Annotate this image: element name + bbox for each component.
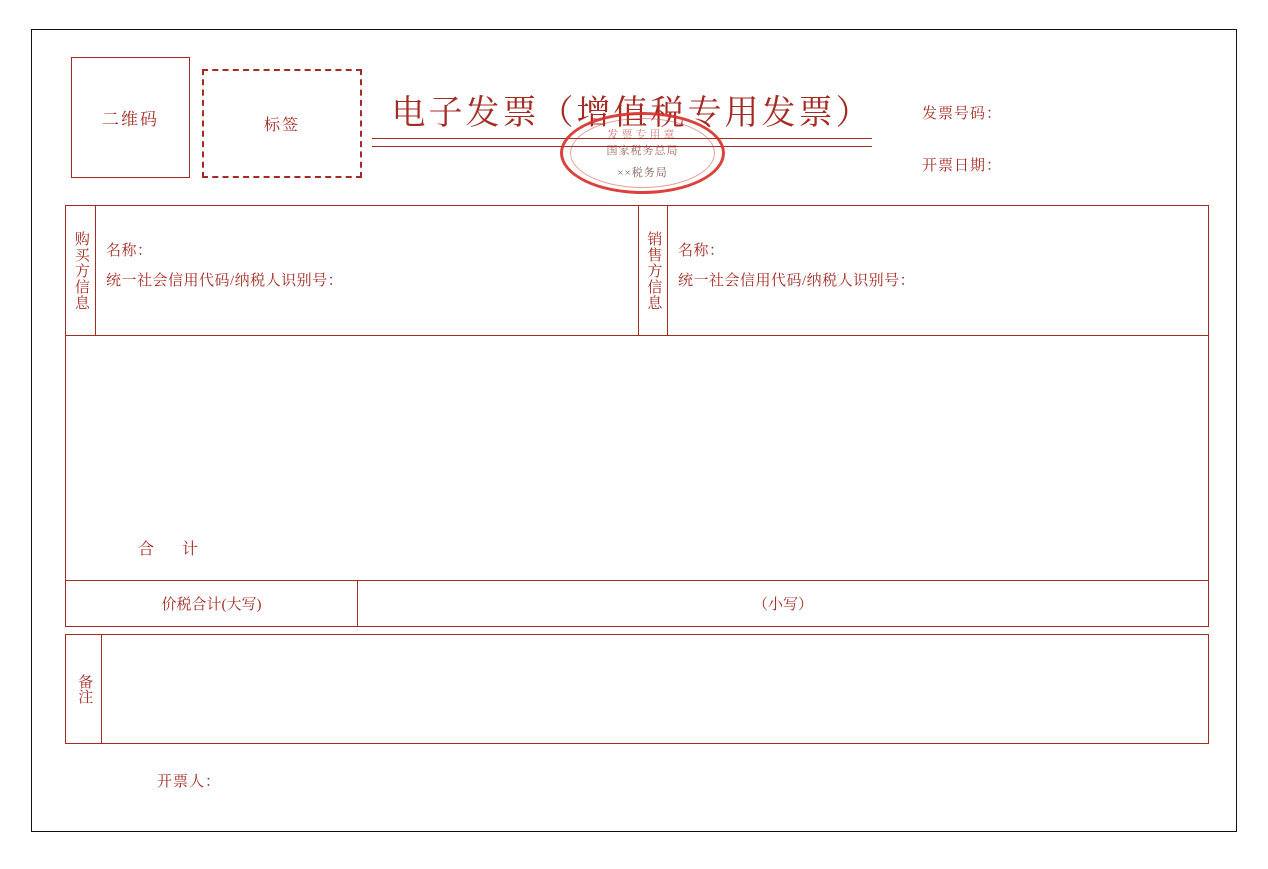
seller-name-label: 名称： bbox=[678, 243, 725, 259]
remark-body[interactable] bbox=[102, 635, 1208, 743]
buyer-side-label bbox=[66, 206, 96, 335]
remark-side-label-text: 备注 bbox=[76, 674, 93, 704]
qr-code-placeholder-label: 二维码 bbox=[102, 110, 159, 129]
invoice-number-label: 发票号码： bbox=[922, 106, 1003, 122]
buyer-fields bbox=[98, 206, 638, 335]
line-items-area bbox=[65, 336, 1209, 581]
title-double-rule bbox=[372, 138, 872, 147]
amount-total-row bbox=[65, 581, 1209, 627]
seller-taxid-label: 统一社会信用代码/纳税人识别号： bbox=[678, 273, 916, 289]
remark-row bbox=[65, 634, 1209, 744]
seal-bottom-text: ××税务局 bbox=[617, 167, 668, 179]
qr-code-box[interactable] bbox=[71, 57, 190, 178]
remark-side-label bbox=[66, 635, 102, 743]
seller-side-label bbox=[638, 206, 668, 335]
party-info-row bbox=[65, 205, 1209, 336]
header-fields bbox=[922, 88, 1002, 192]
issue-date-label: 开票日期： bbox=[922, 158, 1003, 174]
seller-fields bbox=[670, 206, 1208, 335]
seal-top-text: 发票专用章 bbox=[607, 129, 678, 141]
invoice-frame bbox=[31, 29, 1237, 832]
label-placeholder-label: 标签 bbox=[263, 117, 300, 134]
seller-side-label-text: 销售方信息 bbox=[645, 230, 662, 311]
buyer-side-label-text: 购买方信息 bbox=[72, 230, 89, 311]
line-items-total-label: 合 计 bbox=[138, 541, 211, 558]
page-title: 电子发票（增值税专用发票） bbox=[391, 95, 873, 132]
buyer-taxid-label: 统一社会信用代码/纳税人识别号： bbox=[106, 273, 344, 289]
amount-in-words-label: 价税合计(大写) bbox=[66, 581, 358, 626]
issuer-label: 开票人： bbox=[157, 774, 222, 790]
label-box[interactable] bbox=[202, 69, 362, 178]
buyer-name-label: 名称： bbox=[106, 243, 153, 259]
amount-in-figures-label: （小写） bbox=[752, 597, 813, 613]
seal-mid-text: 国家税务总局 bbox=[606, 145, 679, 157]
